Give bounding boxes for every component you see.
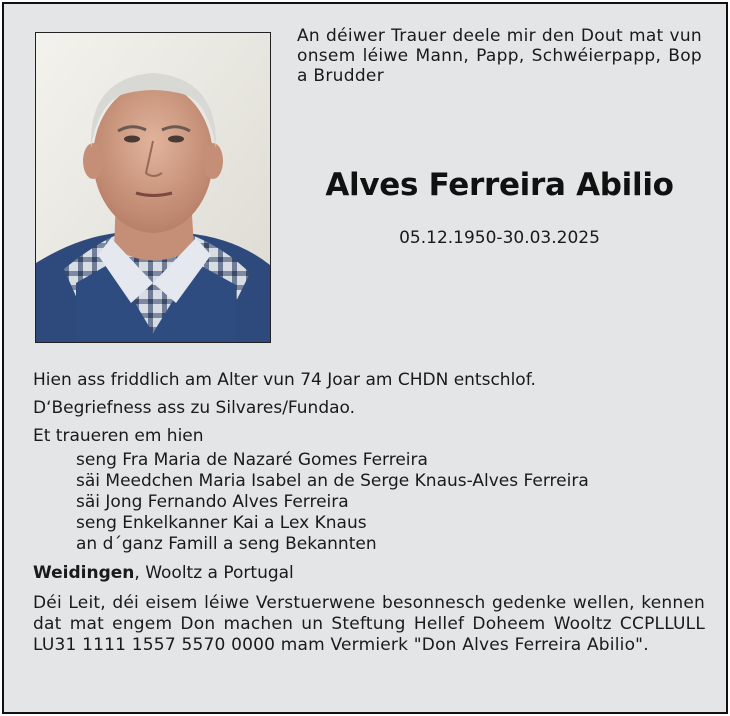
life-dates: 05.12.1950-30.03.2025 bbox=[399, 228, 600, 248]
intro-text: An déiwer Trauer deele mir den Dout mat vun onsem léiwe Mann, Papp, Schwéierpapp, Bop a Brudder bbox=[297, 26, 702, 86]
location-town: Weidingen bbox=[33, 563, 135, 583]
mourner-item: seng Fra Maria de Nazaré Gomes Ferreira bbox=[76, 450, 428, 470]
mourner-item: säi Jong Fernando Alves Ferreira bbox=[76, 492, 349, 512]
deceased-name: Alves Ferreira Abilio bbox=[325, 167, 674, 203]
mourner-item: an d´ganz Famill a seng Bekannten bbox=[76, 534, 377, 554]
mourners-heading: Et traueren em hien bbox=[33, 426, 204, 446]
mourner-item: säi Meedchen Maria Isabel an de Serge Knaus-Alves Ferreira bbox=[76, 471, 589, 491]
mourners-list bbox=[76, 450, 705, 555]
burial-statement: D‘Begriefness ass zu Silvares/Fundao. bbox=[33, 398, 356, 418]
obituary-notice bbox=[2, 2, 728, 714]
notice-body bbox=[33, 366, 705, 656]
location-line bbox=[33, 561, 705, 585]
portrait-photo bbox=[35, 32, 271, 343]
location-rest: , Wooltz a Portugal bbox=[134, 563, 294, 583]
mourner-item: seng Enkelkanner Kai a Lex Knaus bbox=[76, 513, 367, 533]
passing-statement: Hien ass friddlich am Alter vun 74 Joar am CHDN entschlof. bbox=[33, 370, 536, 390]
donation-note: Déi Leit, déi eisem léiwe Verstuerwene besonnesch gedenke wellen, kennen dat mat engem Don machen un Steftung Hellef Doheem Wooltz CCPLLULL LU31 1111 1557 5570 0000 mam Vermierk "Don Alves Ferreira Abilio". bbox=[33, 593, 705, 655]
